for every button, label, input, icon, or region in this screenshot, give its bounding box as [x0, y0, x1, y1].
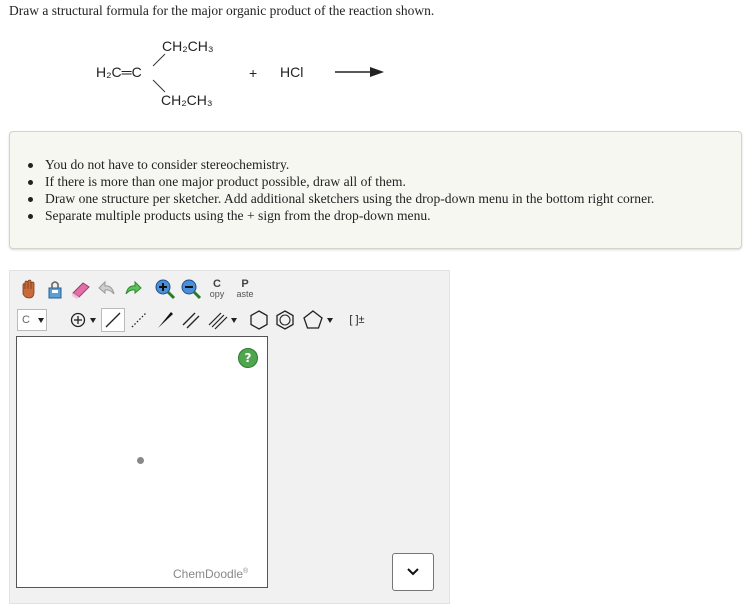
- element-selector[interactable]: [17, 309, 47, 331]
- dashed-bond-icon[interactable]: [127, 308, 151, 332]
- redo-icon[interactable]: [121, 277, 145, 301]
- toolbar-row-1: [17, 276, 261, 302]
- chevron-down-icon: [38, 318, 44, 323]
- charge-plus-button[interactable]: [65, 308, 99, 332]
- chem-sketcher: [9, 270, 450, 604]
- triple-bond-icon: [208, 310, 228, 330]
- element-label: C: [22, 314, 30, 326]
- chevron-down-icon: [90, 318, 96, 323]
- single-bond-icon[interactable]: [101, 308, 125, 332]
- copy-label-big: C: [213, 278, 221, 290]
- triple-bond-button[interactable]: [205, 308, 239, 332]
- bond-up: [153, 54, 165, 66]
- paste-label-small: aste: [236, 289, 254, 299]
- bond-down: [153, 80, 165, 92]
- cursor-dot: [137, 457, 144, 464]
- chevron-down-icon: [407, 568, 419, 576]
- paste-button[interactable]: [231, 277, 259, 301]
- drawing-canvas[interactable]: [16, 336, 268, 588]
- zoom-in-icon[interactable]: [153, 277, 177, 301]
- copy-button[interactable]: [205, 277, 229, 301]
- charge-bracket-button[interactable]: [ ]±: [349, 314, 365, 326]
- add-sketcher-dropdown[interactable]: [392, 553, 434, 591]
- brand-text: ChemDoodle: [173, 567, 244, 581]
- help-icon[interactable]: ?: [238, 348, 258, 368]
- instruction-item: Separate multiple products using the + sign from the drop-down menu.: [45, 207, 654, 224]
- lock-icon[interactable]: [43, 277, 67, 301]
- reagent-hcl: HCl: [280, 64, 304, 80]
- bottom-substituent: CH₂CH₃: [161, 92, 213, 108]
- cyclopentane-icon: [302, 309, 324, 331]
- instructions-list: [45, 156, 654, 224]
- chevron-down-icon: [327, 318, 333, 323]
- instruction-item: Draw one structure per sketcher. Add additional sketchers using the drop-down menu in the bottom right corner.: [45, 191, 655, 206]
- toolbar-row-2: [17, 307, 373, 333]
- chemdoodle-brand: [173, 567, 248, 581]
- alkene-fragment: H₂C═C: [96, 64, 142, 80]
- paste-label-big: P: [241, 278, 249, 290]
- hand-icon[interactable]: [17, 277, 41, 301]
- cyclopentane-button[interactable]: [299, 308, 335, 332]
- instruction-item: You do not have to consider stereochemistry.: [45, 156, 654, 173]
- plus-sign: +: [249, 65, 258, 81]
- zoom-out-icon[interactable]: [179, 277, 203, 301]
- reaction-arrow-head: [370, 67, 384, 77]
- reaction-bonds: [0, 0, 400, 125]
- reaction-scheme: [0, 0, 753, 125]
- double-bond-icon[interactable]: [179, 308, 203, 332]
- eraser-icon[interactable]: [69, 277, 93, 301]
- brand-mark: ®: [243, 568, 249, 575]
- top-substituent: CH₂CH₃: [162, 38, 214, 54]
- copy-label-small: opy: [209, 289, 225, 299]
- charge-plus-icon: [69, 311, 87, 329]
- wedge-bond-icon[interactable]: [153, 308, 177, 332]
- cyclohexane-icon[interactable]: [247, 308, 271, 332]
- instruction-item: If there is more than one major product possible, draw all of them.: [45, 173, 654, 190]
- chevron-down-icon: [231, 318, 237, 323]
- instructions-box: [9, 131, 742, 249]
- question-text: Draw a structural formula for the major organic product of the reaction shown.: [9, 3, 435, 18]
- undo-icon[interactable]: [95, 277, 119, 301]
- benzene-icon[interactable]: [273, 308, 297, 332]
